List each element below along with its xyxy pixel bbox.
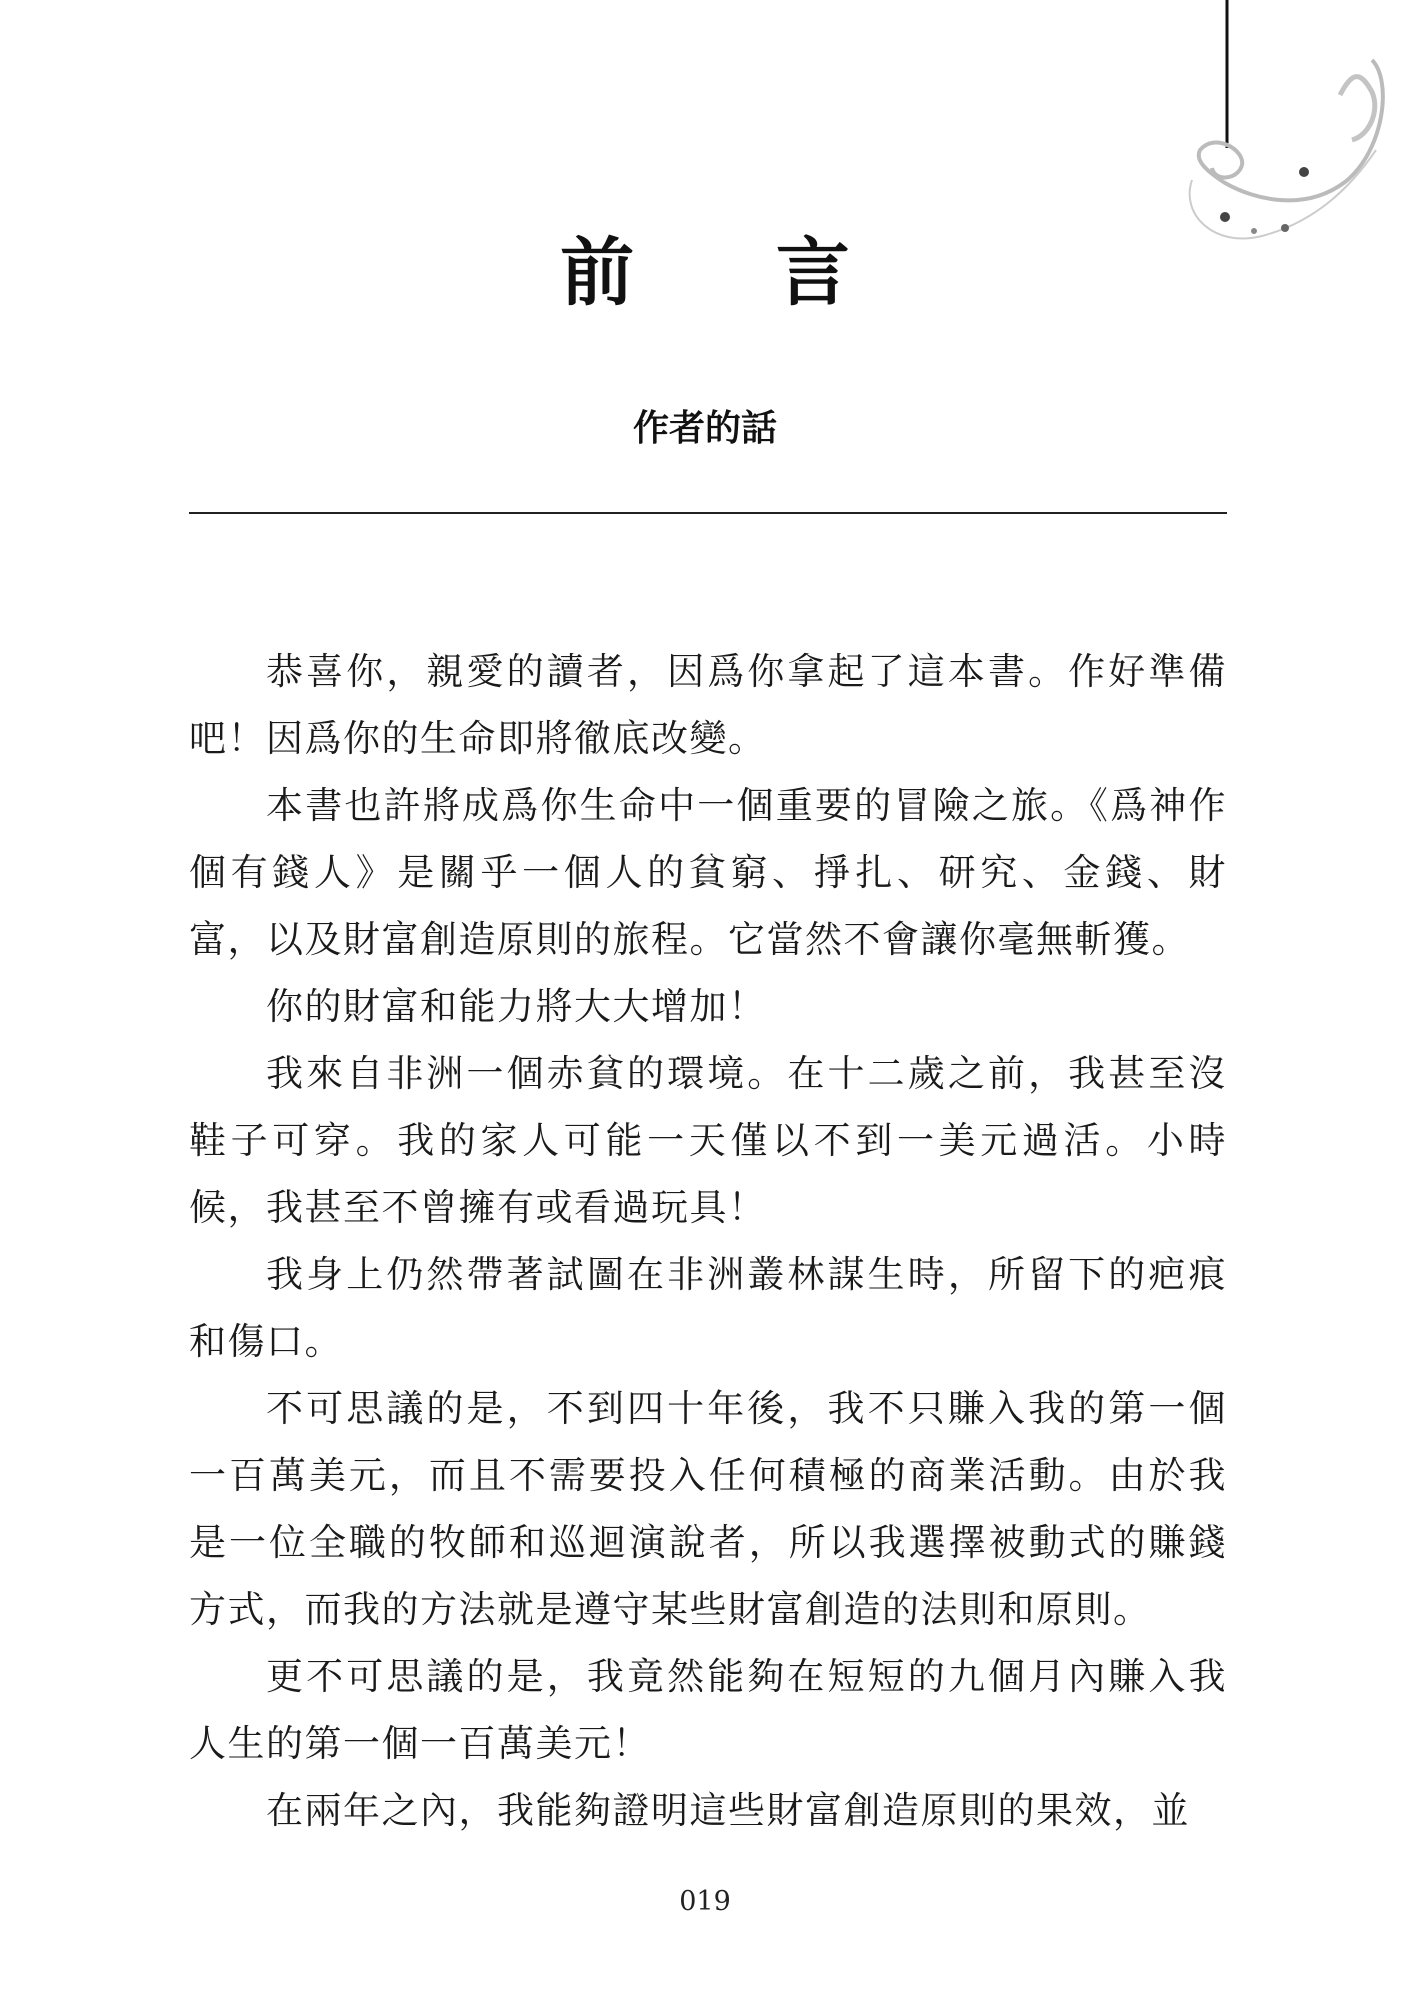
- title-divider: [189, 512, 1227, 514]
- paragraph: 在兩年之內，我能夠證明這些財富創造原則的果效，並: [266, 1789, 1190, 1832]
- paragraph: 我身上仍然帶著試圖在非洲叢林謀生時，所留下的疤痕和傷口。: [189, 1253, 1227, 1363]
- ornament-dot-1: [1299, 167, 1309, 177]
- paragraph: 恭喜你，親愛的讀者，因爲你拿起了這本書。作好準備吧！因爲你的生命即將徹底改變。: [189, 650, 1227, 760]
- ornament-dot-3: [1281, 224, 1289, 232]
- chapter-subtitle: 作者的話: [632, 408, 777, 449]
- paragraph: 我來自非洲一個赤貧的環境。在十二歲之前，我甚至沒鞋子可穿。我的家人可能一天僅以不到一美元過活。小時候，我甚至不曾擁有或看過玩具！: [189, 1052, 1227, 1229]
- chapter-title: 前 言: [560, 230, 908, 316]
- ornament-dot-4: [1251, 228, 1257, 234]
- paragraph: 更不可思議的是，我竟然能夠在短短的九個月內賺入我人生的第一個一百萬美元！: [189, 1655, 1227, 1765]
- paragraph: 不可思議的是，不到四十年後，我不只賺入我的第一個一百萬美元，而且不需要投入任何積極的商業活動。由於我是一位全職的牧師和巡迴演說者，所以我選擇被動式的賺錢方式，而我的方法就是遵守某些財富創造的法則和原則。: [189, 1387, 1227, 1631]
- ornament-dot-2: [1220, 212, 1230, 222]
- paragraph: 本書也許將成爲你生命中一個重要的冒險之旅。《爲神作個有錢人》是關乎一個人的貧窮、掙扎、研究、金錢、財富，以及財富創造原則的旅程。它當然不會讓你毫無斬獲。: [189, 784, 1227, 961]
- ornament-flourish: [1340, 77, 1375, 140]
- paragraph: 你的財富和能力將大大增加！: [266, 985, 767, 1028]
- page-number: 019: [679, 1886, 731, 1917]
- corner-ornament: [0, 0, 1410, 260]
- body-text: [189, 638, 1227, 1844]
